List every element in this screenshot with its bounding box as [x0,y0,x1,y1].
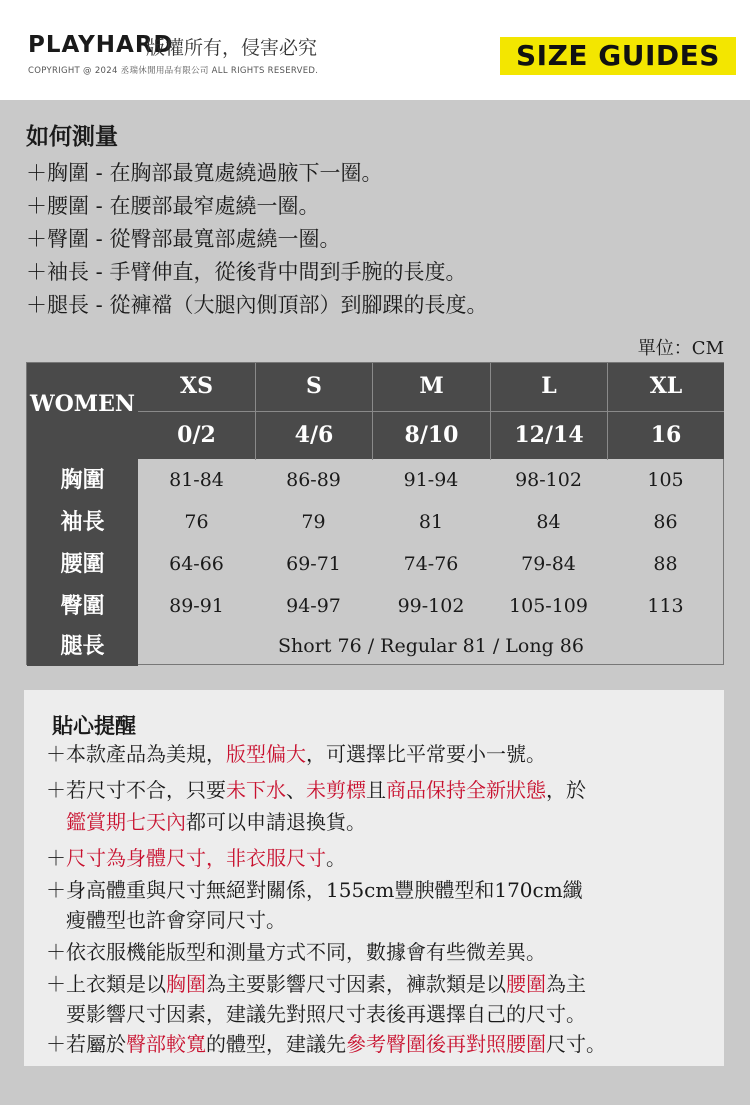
size-number-l: 12/14 [490,412,607,460]
measure-line: ＋腰圍 - 在腰部最窄處繞一圈。 [26,194,320,218]
size-header-xs: XS [180,373,213,399]
tip-item-cont: 瘦體型也許會穿同尺寸。 [66,908,286,932]
size-header-l: L [490,363,607,411]
table-corner [27,363,138,459]
tip-text: 都可以申請退換貨。 [186,810,366,834]
table-cell: 64-66 [169,553,224,575]
size-number-s: 4/6 [255,412,372,460]
size-header-xl: XL [607,363,724,411]
table-cell: 74-76 [403,553,459,575]
tip-highlight: 胸圍 [166,972,206,996]
tip-highlight: 臀部較寬 [126,1032,206,1056]
tip-text: ＋若尺寸不合，只要 [46,778,226,802]
tip-text: ＋上衣類是以 [46,972,166,996]
tip-text: 為主 [546,972,586,996]
tip-highlight: 未剪標 [306,778,366,802]
table-cell: 89-91 [169,595,224,617]
measure-line: ＋胸圍 - 在胸部最寬處繞過腋下一圈。 [26,161,383,185]
inseam-value: Short 76 / Regular 81 / Long 86 [278,635,584,657]
table-cell: 105 [647,469,684,491]
size-number-row [138,411,724,459]
women-label: WOMEN [29,391,136,417]
header [0,0,750,100]
row-label-inseam: 腿長 [27,627,138,666]
unit-label: 單位：CM [637,338,724,359]
size-table [26,362,724,665]
tip-item-cont [66,806,366,838]
tip-highlight: 版型偏大 [226,742,306,766]
size-letter-row [138,363,724,411]
size-header-m: M [372,363,490,411]
measure-line: ＋腿長 - 從褲襠（大腿內側頂部）到腳踝的長度。 [26,293,488,317]
size-header-s: S [255,363,372,411]
brand-hard: HARD [95,32,174,58]
tip-text: 為主要影響尺寸因素，褲款類是以 [206,972,506,996]
table-cell: 81-84 [169,469,224,491]
tip-text: ，可選擇比平常要小一號。 [306,742,546,766]
table-cell: 84 [536,511,561,533]
tip-item: ＋身高體重與尺寸無絕對關係，155cm豐腴體型和170cm纖 [46,878,583,902]
tip-text: ＋若屬於 [46,1032,126,1056]
size-guides-badge [500,37,736,75]
brand-play: PLAY [28,32,96,58]
table-cell: 113 [647,595,684,617]
brand-copyright-cn: 版權所有，侵害必究 [146,37,318,59]
row-label-chest: 胸圍 [27,459,138,501]
tip-text: 。 [326,846,346,870]
tip-item-cont: 要影響尺寸因素，建議先對照尺寸表後再選擇自己的尺寸。 [66,1002,586,1026]
row-label-hip: 臀圍 [27,585,138,627]
tip-text: 尺寸。 [546,1032,606,1056]
tip-item [46,1028,606,1060]
table-cell: 79-84 [521,553,576,575]
tip-item: ＋依衣服機能版型和測量方式不同，數據會有些微差異。 [46,940,546,964]
table-cell: 69-71 [286,553,341,575]
measure-line: ＋袖長 - 手臂伸直，從後背中間到手腕的長度。 [26,260,467,284]
size-guides-title: SIZE GUIDES [516,39,720,72]
table-cell: 79 [301,511,326,533]
tip-item [46,968,586,1000]
row-label-sleeve: 袖長 [27,501,138,543]
table-cell: 98-102 [515,469,582,491]
tips-panel [24,690,724,1066]
measure-line: ＋臀圍 - 從臀部最寬部處繞一圈。 [26,227,341,251]
table-cell: 99-102 [397,595,465,617]
tip-text: ＋本款產品為美規， [46,742,226,766]
tip-highlight: 尺寸為身體尺寸，非衣服尺寸 [66,846,326,870]
size-number-m: 8/10 [372,412,490,460]
tip-item [46,842,346,874]
table-cell: 81 [418,511,444,533]
tip-text: ＋ [46,846,66,870]
tip-text: ，於 [546,778,586,802]
tip-text: 、 [286,778,306,802]
table-cell: 86-89 [286,469,341,491]
size-number-xl: 16 [607,412,724,460]
table-cell: 94-97 [286,595,341,617]
measure-title: 如何測量 [26,123,118,150]
tip-item [46,774,586,806]
table-cell: 91-94 [403,469,459,491]
size-number-xs: 0/2 [177,422,216,448]
table-cell: 105-109 [509,595,588,617]
tip-text: 的體型，建議先 [206,1032,346,1056]
table-cell: 76 [184,511,209,533]
row-label-waist: 腰圍 [27,543,138,585]
table-cell: 88 [653,553,678,575]
row-labels [27,459,138,666]
how-to-measure [26,118,726,322]
tip-highlight: 鑑賞期七天內 [66,810,186,834]
tip-highlight: 未下水 [226,778,286,802]
tip-text: 且 [366,778,386,802]
table-cell: 86 [653,511,678,533]
tip-highlight: 參考臀圍後再對照腰圍 [346,1032,546,1056]
tip-item [46,738,546,770]
copyright-line: COPYRIGHT @ 2024 丞瑞休閒用品有限公司 ALL RIGHTS RESERVED. [28,66,319,76]
tips-title: 貼心提醒 [52,713,136,738]
tip-highlight: 商品保持全新狀態 [386,778,546,802]
tip-highlight: 腰圍 [506,972,546,996]
